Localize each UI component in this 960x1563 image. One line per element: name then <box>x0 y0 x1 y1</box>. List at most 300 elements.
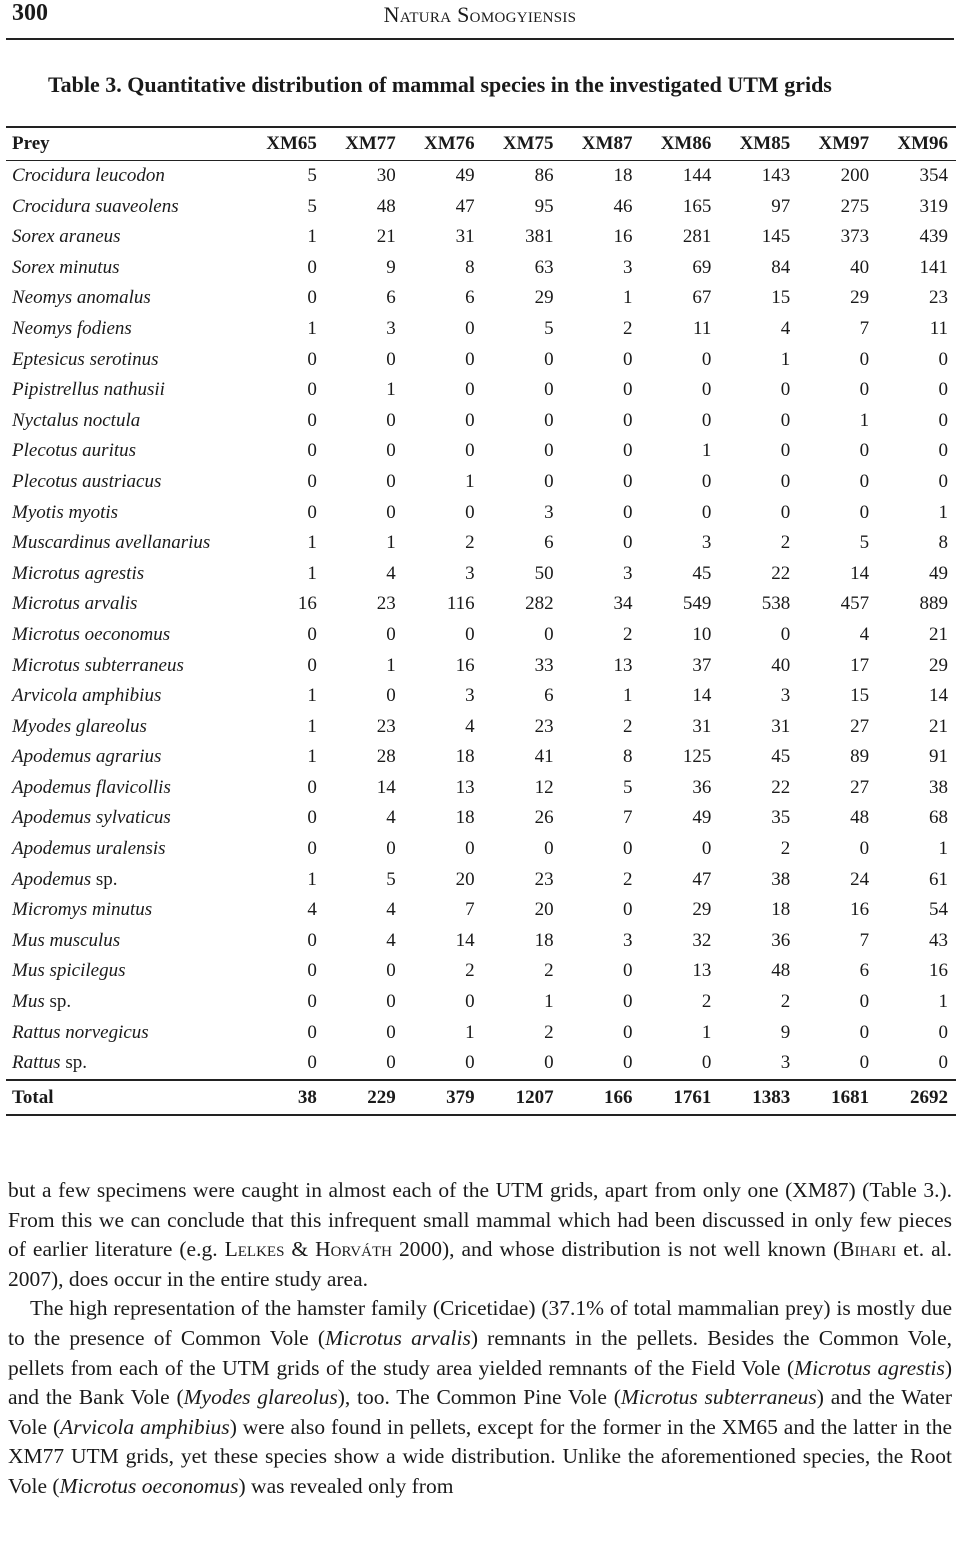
count-cell: 0 <box>544 440 554 462</box>
count-cell: 9 <box>386 256 396 278</box>
count-cell: 48 <box>376 195 396 217</box>
count-cell: 0 <box>544 379 554 401</box>
count-cell: 37 <box>692 654 712 676</box>
count-cell: 3 <box>622 562 633 584</box>
count-cell: 0 <box>780 470 791 492</box>
count-cell: 6 <box>386 287 396 309</box>
table-row <box>6 987 956 1018</box>
column-header-xm85: XM85 <box>739 133 791 154</box>
count-cell: 0 <box>307 960 317 982</box>
column-header-xm77: XM77 <box>345 133 396 154</box>
count-cell: 23 <box>376 715 396 737</box>
count-cell: 0 <box>465 379 475 401</box>
count-cell: 6 <box>859 960 870 982</box>
count-cell: 63 <box>534 256 554 278</box>
count-cell: 0 <box>307 379 317 401</box>
species-cell: Apodemus uralensis <box>12 838 166 860</box>
count-cell: 2 <box>622 317 633 339</box>
total-cell: 38 <box>297 1086 317 1108</box>
count-cell: 0 <box>780 440 791 462</box>
count-cell: 4 <box>386 899 396 921</box>
table-row <box>6 467 956 498</box>
count-cell: 1 <box>859 409 870 431</box>
count-cell: 0 <box>307 348 317 370</box>
species-cell: Crocidura leucodon <box>12 165 165 186</box>
count-cell: 889 <box>919 593 949 615</box>
count-cell: 84 <box>771 256 791 278</box>
count-cell: 319 <box>919 195 949 217</box>
count-cell: 0 <box>386 623 396 645</box>
table-row <box>6 834 956 865</box>
count-cell: 48 <box>771 960 791 982</box>
count-cell: 4 <box>386 807 396 829</box>
count-cell: 23 <box>929 287 949 309</box>
count-cell: 13 <box>455 776 475 798</box>
count-cell: 0 <box>622 960 633 982</box>
count-cell: 0 <box>859 1021 870 1043</box>
count-cell: 20 <box>534 899 554 921</box>
table-row <box>6 1048 956 1080</box>
count-cell: 0 <box>465 409 475 431</box>
count-cell: 0 <box>701 470 712 492</box>
column-header-prey: Prey <box>12 133 50 154</box>
count-cell: 1 <box>622 685 633 707</box>
count-cell: 0 <box>307 409 317 431</box>
count-cell: 439 <box>919 226 949 248</box>
count-cell: 0 <box>465 838 475 860</box>
species-cell: Mus musculus <box>12 929 121 951</box>
table-row <box>6 283 956 314</box>
count-cell: 1 <box>544 991 554 1013</box>
count-cell: 0 <box>465 317 475 339</box>
column-header-xm75: XM75 <box>502 133 554 154</box>
species-cell: Microtus oeconomus <box>12 623 171 645</box>
species-cell: Sorex araneus <box>12 226 121 248</box>
column-header-xm65: XM65 <box>266 133 317 154</box>
species-cell: Microtus arvalis <box>12 593 138 615</box>
count-cell: 0 <box>938 348 949 370</box>
count-cell: 5 <box>544 317 554 339</box>
count-cell: 0 <box>386 501 396 523</box>
count-cell: 0 <box>622 409 633 431</box>
count-cell: 0 <box>622 501 633 523</box>
count-cell: 1 <box>465 1021 475 1043</box>
count-cell: 0 <box>859 1052 870 1074</box>
total-row <box>6 1080 956 1115</box>
count-cell: 5 <box>622 776 633 798</box>
species-name: Arvicola amphibius <box>60 1414 230 1439</box>
count-cell: 0 <box>622 440 633 462</box>
count-cell: 91 <box>929 746 949 768</box>
count-cell: 2 <box>780 991 791 1013</box>
count-cell: 0 <box>307 287 317 309</box>
count-cell: 16 <box>929 960 949 982</box>
count-cell: 0 <box>622 1052 633 1074</box>
count-cell: 89 <box>850 746 870 768</box>
species-cell: Neomys anomalus <box>12 287 151 309</box>
paragraph: The high representation of the hamster family (Cricetidae) (37.1% of total mammalian prey) is mostly due to the presence of Common Vole (Microtus arvalis) remnants in the pellets. Besides the Common Vole, pellets from each of the UTM grids of the study area yielded remnants of the Field Vole (Microtus agrestis) and the Bank Vole (Myodes glareolus), too. The Common Pine Vole (Microtus subterraneus) and the Water Vole (Arvicola amphibius) were also found in pellets, except for the former in the XM65 and the latter in the XM77 UTM grids, yet these species show a wide distribution. Unlike the aforementioned species, the Root Vole (Microtus oeconomus) was revealed only from <box>8 1296 953 1498</box>
species-cell: Microtus subterraneus <box>12 654 184 676</box>
count-cell: 2 <box>780 838 791 860</box>
count-cell: 22 <box>771 776 791 798</box>
count-cell: 0 <box>938 1021 949 1043</box>
count-cell: 1 <box>938 501 949 523</box>
count-cell: 49 <box>455 165 475 186</box>
count-cell: 6 <box>465 287 475 309</box>
count-cell: 0 <box>307 929 317 951</box>
count-cell: 4 <box>780 317 791 339</box>
count-cell: 0 <box>622 1021 633 1043</box>
count-cell: 6 <box>544 532 554 554</box>
count-cell: 95 <box>534 195 554 217</box>
count-cell: 31 <box>455 226 475 248</box>
count-cell: 5 <box>307 195 317 217</box>
species-cell: Rattus norvegicus <box>12 1021 149 1043</box>
count-cell: 2 <box>780 532 791 554</box>
table-row <box>6 926 956 957</box>
count-cell: 18 <box>455 746 475 768</box>
count-cell: 1 <box>622 287 633 309</box>
count-cell: 1 <box>307 532 317 554</box>
count-cell: 23 <box>376 593 396 615</box>
count-cell: 15 <box>850 685 870 707</box>
count-cell: 200 <box>840 165 870 186</box>
page-header <box>0 0 960 40</box>
count-cell: 36 <box>692 776 712 798</box>
species-cell: Arvicola amphibius <box>12 685 162 707</box>
count-cell: 47 <box>692 868 712 890</box>
count-cell: 0 <box>307 440 317 462</box>
count-cell: 0 <box>465 440 475 462</box>
table-row <box>6 253 956 284</box>
count-cell: 3 <box>780 1052 791 1074</box>
table-caption: Table 3. Quantitative distribution of mammal species in the investigated UTM grids <box>48 72 832 97</box>
count-cell: 40 <box>850 256 870 278</box>
table-row <box>6 528 956 559</box>
species-name: Myodes glareolus <box>183 1385 338 1410</box>
count-cell: 1 <box>307 746 317 768</box>
count-cell: 0 <box>307 838 317 860</box>
count-cell: 0 <box>859 440 870 462</box>
count-cell: 16 <box>455 654 475 676</box>
author-name: Bihari <box>840 1237 897 1262</box>
count-cell: 0 <box>701 379 712 401</box>
table-row <box>6 406 956 437</box>
count-cell: 2 <box>622 715 633 737</box>
table-row <box>6 436 956 467</box>
count-cell: 50 <box>534 562 554 584</box>
species-cell: Nyctalus noctula <box>12 409 141 431</box>
count-cell: 538 <box>761 593 791 615</box>
table-row <box>6 314 956 345</box>
count-cell: 281 <box>682 226 712 248</box>
species-cell: Apodemus sylvaticus <box>12 807 171 829</box>
count-cell: 0 <box>465 991 475 1013</box>
count-cell: 1 <box>307 685 317 707</box>
count-cell: 15 <box>771 287 791 309</box>
count-cell: 45 <box>771 746 791 768</box>
count-cell: 0 <box>622 838 633 860</box>
count-cell: 28 <box>376 746 396 768</box>
count-cell: 0 <box>701 501 712 523</box>
count-cell: 381 <box>525 226 554 248</box>
count-cell: 1 <box>465 470 475 492</box>
count-cell: 40 <box>771 654 791 676</box>
count-cell: 18 <box>613 165 633 186</box>
species-name: Microtus subterraneus <box>620 1385 817 1410</box>
count-cell: 0 <box>307 501 317 523</box>
species-cell: Neomys fodiens <box>12 317 132 339</box>
count-cell: 14 <box>929 685 949 707</box>
count-cell: 14 <box>692 685 712 707</box>
paragraph: but a few specimens were caught in almost each of the UTM grids, apart from only one (XM87) (Table 3.). From this we can conclude that this infrequent small mammal which had been discussed in only few pieces of earlier literature (e.g. Lelkes & Horváth 2000), and whose distribution is not well known (Bihari et. al. 2007), does occur in the entire study area. <box>8 1178 952 1291</box>
count-cell: 32 <box>692 929 712 951</box>
count-cell: 54 <box>929 899 949 921</box>
count-cell: 0 <box>465 348 475 370</box>
count-cell: 3 <box>544 501 554 523</box>
count-cell: 38 <box>771 868 791 890</box>
species-cell: Myodes glareolus <box>12 715 147 737</box>
column-header-xm87: XM87 <box>581 133 633 154</box>
species-name: Microtus oeconomus <box>59 1473 239 1498</box>
count-cell: 0 <box>938 379 949 401</box>
count-cell: 0 <box>622 379 633 401</box>
table-row <box>6 895 956 926</box>
data-table <box>6 126 956 1116</box>
count-cell: 1 <box>307 317 317 339</box>
count-cell: 0 <box>465 1052 475 1074</box>
count-cell: 29 <box>929 654 949 676</box>
count-cell: 38 <box>929 776 949 798</box>
count-cell: 41 <box>534 746 554 768</box>
count-cell: 2 <box>622 623 633 645</box>
count-cell: 46 <box>613 195 633 217</box>
count-cell: 0 <box>859 470 870 492</box>
count-cell: 0 <box>701 1052 712 1074</box>
count-cell: 0 <box>307 1052 317 1074</box>
count-cell: 0 <box>307 1021 317 1043</box>
count-cell: 8 <box>938 532 949 554</box>
count-cell: 16 <box>297 593 317 615</box>
count-cell: 35 <box>771 807 791 829</box>
count-cell: 14 <box>850 562 870 584</box>
count-cell: 0 <box>386 838 396 860</box>
count-cell: 0 <box>938 409 949 431</box>
count-cell: 1 <box>938 838 949 860</box>
count-cell: 1 <box>938 991 949 1013</box>
count-cell: 0 <box>780 379 791 401</box>
count-cell: 0 <box>307 991 317 1013</box>
total-cell: 379 <box>446 1086 475 1108</box>
total-label: Total <box>12 1086 54 1108</box>
count-cell: 145 <box>761 226 791 248</box>
count-cell: 11 <box>929 317 949 339</box>
count-cell: 0 <box>622 470 633 492</box>
count-cell: 2 <box>465 532 475 554</box>
table-row <box>6 651 956 682</box>
count-cell: 6 <box>544 685 554 707</box>
count-cell: 3 <box>465 562 475 584</box>
column-header-xm86: XM86 <box>660 133 712 154</box>
count-cell: 1 <box>386 654 396 676</box>
data-table-container <box>6 126 956 1116</box>
count-cell: 0 <box>386 1021 396 1043</box>
count-cell: 47 <box>455 195 475 217</box>
count-cell: 61 <box>929 868 949 890</box>
table-row <box>6 865 956 896</box>
count-cell: 165 <box>682 195 712 217</box>
count-cell: 36 <box>771 929 791 951</box>
species-cell: Eptesicus serotinus <box>12 348 159 370</box>
count-cell: 49 <box>692 807 712 829</box>
count-cell: 7 <box>465 899 475 921</box>
count-cell: 68 <box>929 807 949 829</box>
count-cell: 1 <box>386 379 396 401</box>
count-cell: 16 <box>613 226 633 248</box>
count-cell: 0 <box>386 470 396 492</box>
table-row <box>6 620 956 651</box>
count-cell: 0 <box>465 501 475 523</box>
count-cell: 31 <box>692 715 712 737</box>
total-cell: 1681 <box>831 1086 870 1108</box>
count-cell: 0 <box>386 440 396 462</box>
author-name: Horváth <box>315 1237 392 1262</box>
count-cell: 30 <box>376 165 396 186</box>
count-cell: 2 <box>544 960 554 982</box>
count-cell: 18 <box>534 929 554 951</box>
count-cell: 0 <box>307 623 317 645</box>
count-cell: 0 <box>544 409 554 431</box>
table-row <box>6 1018 956 1049</box>
count-cell: 49 <box>929 562 949 584</box>
table-row <box>6 589 956 620</box>
count-cell: 97 <box>771 195 791 217</box>
column-header-xm96: XM96 <box>897 133 949 154</box>
count-cell: 1 <box>307 868 317 890</box>
count-cell: 14 <box>455 929 475 951</box>
count-cell: 69 <box>692 256 712 278</box>
count-cell: 0 <box>701 838 712 860</box>
count-cell: 3 <box>701 532 712 554</box>
count-cell: 31 <box>771 715 791 737</box>
table-row <box>6 559 956 590</box>
species-cell: Apodemus agrarius <box>12 746 162 768</box>
count-cell: 0 <box>622 348 633 370</box>
total-cell: 2692 <box>910 1086 949 1108</box>
header-rule <box>6 38 954 40</box>
species-cell: Apodemus sp. <box>12 868 118 890</box>
species-cell: Microtus agrestis <box>12 562 145 584</box>
count-cell: 16 <box>850 899 870 921</box>
count-cell: 549 <box>682 593 712 615</box>
column-header-xm76: XM76 <box>424 133 475 154</box>
count-cell: 20 <box>455 868 475 890</box>
body-text <box>8 1176 952 1502</box>
count-cell: 0 <box>780 501 791 523</box>
count-cell: 0 <box>780 409 791 431</box>
column-header-xm97: XM97 <box>818 133 870 154</box>
species-cell: Mus spicilegus <box>12 960 126 982</box>
count-cell: 8 <box>622 746 633 768</box>
total-cell: 229 <box>367 1086 396 1108</box>
table-row <box>6 956 956 987</box>
count-cell: 0 <box>859 991 870 1013</box>
count-cell: 0 <box>622 532 633 554</box>
count-cell: 2 <box>622 868 633 890</box>
count-cell: 10 <box>692 623 712 645</box>
count-cell: 5 <box>386 868 396 890</box>
count-cell: 7 <box>859 929 870 951</box>
species-cell: Sorex minutus <box>12 256 120 278</box>
count-cell: 5 <box>859 532 870 554</box>
species-cell: Mus sp. <box>12 991 72 1013</box>
count-cell: 45 <box>692 562 712 584</box>
count-cell: 141 <box>919 256 949 278</box>
species-cell: Myotis myotis <box>12 501 119 523</box>
count-cell: 24 <box>850 868 870 890</box>
count-cell: 0 <box>307 256 317 278</box>
count-cell: 1 <box>307 562 317 584</box>
total-cell: 1207 <box>515 1086 554 1108</box>
count-cell: 1 <box>307 226 317 248</box>
count-cell: 0 <box>465 623 475 645</box>
count-cell: 21 <box>376 226 396 248</box>
count-cell: 2 <box>544 1021 554 1043</box>
count-cell: 0 <box>780 623 791 645</box>
count-cell: 0 <box>307 776 317 798</box>
species-cell: Rattus sp. <box>12 1052 87 1074</box>
count-cell: 0 <box>386 685 396 707</box>
count-cell: 354 <box>919 165 949 186</box>
count-cell: 29 <box>692 899 712 921</box>
count-cell: 18 <box>455 807 475 829</box>
table-row <box>6 192 956 223</box>
species-cell: Muscardinus avellanarius <box>12 532 211 554</box>
count-cell: 3 <box>622 256 633 278</box>
count-cell: 12 <box>534 776 554 798</box>
total-cell: 166 <box>603 1086 633 1108</box>
count-cell: 0 <box>386 348 396 370</box>
count-cell: 17 <box>850 654 870 676</box>
count-cell: 27 <box>850 776 870 798</box>
count-cell: 0 <box>859 379 870 401</box>
species-cell: Pipistrellus nathusii <box>12 379 165 401</box>
table-row <box>6 222 956 253</box>
table-row <box>6 345 956 376</box>
total-cell: 1383 <box>752 1086 791 1108</box>
count-cell: 21 <box>929 623 949 645</box>
table-row <box>6 742 956 773</box>
count-cell: 1 <box>701 1021 712 1043</box>
species-name: Microtus arvalis <box>325 1325 471 1350</box>
count-cell: 0 <box>622 899 633 921</box>
count-cell: 8 <box>465 256 475 278</box>
count-cell: 0 <box>544 470 554 492</box>
count-cell: 34 <box>613 593 633 615</box>
count-cell: 9 <box>780 1021 791 1043</box>
count-cell: 0 <box>544 623 554 645</box>
count-cell: 14 <box>376 776 396 798</box>
count-cell: 2 <box>701 991 712 1013</box>
count-cell: 373 <box>840 226 870 248</box>
species-cell: Plecotus austriacus <box>12 470 162 492</box>
author-name: Lelkes <box>224 1237 285 1262</box>
species-cell: Plecotus auritus <box>12 440 137 462</box>
table-body <box>6 161 956 1080</box>
count-cell: 0 <box>622 991 633 1013</box>
count-cell: 0 <box>859 348 870 370</box>
count-cell: 1 <box>386 532 396 554</box>
